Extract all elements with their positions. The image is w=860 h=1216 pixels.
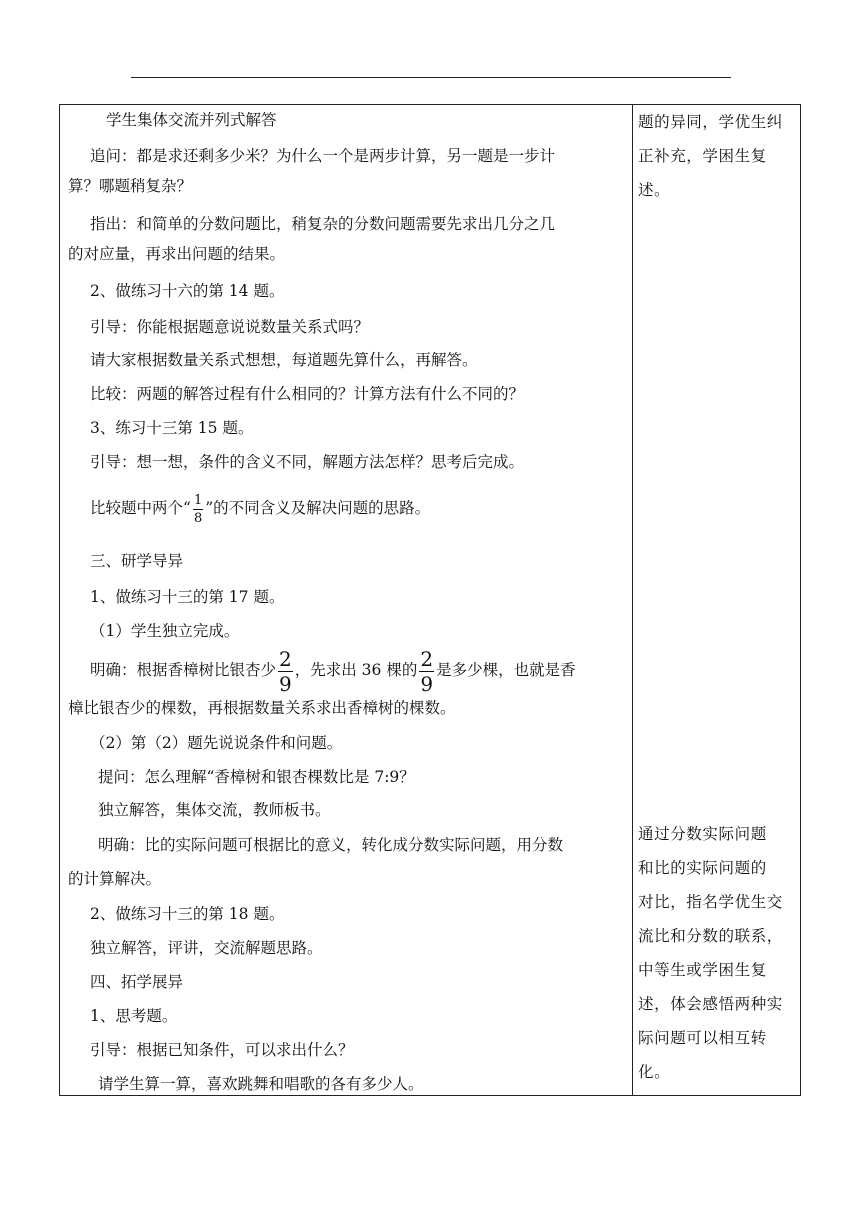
note-line: 流比和分数的联系， xyxy=(638,927,783,945)
text-line: 独立解答，评讲，交流解题思路。 xyxy=(90,939,323,957)
text-line: 引导：根据已知条件，可以求出什么？ xyxy=(90,1041,354,1059)
text-segment: 明确：根据香樟树比银杏少 xyxy=(90,661,277,679)
text-line: 追问：都是求还剩多少米？为什么一个是两步计算，另一题是一步计 xyxy=(90,147,556,165)
text-line: 学生集体交流并列式解答 xyxy=(106,111,277,129)
text-line: 3、练习十三第 15 题。 xyxy=(90,419,254,437)
note-line: 正补充，学困生复 xyxy=(638,147,767,165)
text-line: 的计算解决。 xyxy=(68,870,162,888)
text-line: 1、做练习十三的第 17 题。 xyxy=(90,588,285,606)
fraction-denominator: 8 xyxy=(193,510,203,526)
text-line-with-fraction xyxy=(90,646,576,694)
text-line: 引导：你能根据题意说说数量关系式吗？ xyxy=(90,318,370,336)
note-line: 化。 xyxy=(638,1063,671,1081)
text-line: （2）第（2）题先说说条件和问题。 xyxy=(90,734,343,752)
note-line: 和比的实际问题的 xyxy=(638,859,767,877)
fraction-numerator: 2 xyxy=(420,646,434,671)
text-line: 请大家根据数量关系式想想，每道题先算什么，再解答。 xyxy=(90,351,478,369)
text-line: 请学生算一算，喜欢跳舞和唱歌的各有多少人。 xyxy=(98,1075,424,1093)
text-line: （1）学生独立完成。 xyxy=(90,622,240,640)
fraction-numerator: 2 xyxy=(279,646,292,671)
fraction-denominator: 9 xyxy=(420,671,434,696)
text-line: 提问：怎么理解“香樟树和银杏棵数比是 7:9？ xyxy=(98,768,415,786)
text-line: 明确：比的实际问题可根据比的意义，转化成分数实际问题，用分数 xyxy=(98,836,564,854)
text-line: 的对应量，再求出问题的结果。 xyxy=(68,245,286,263)
text-line: 1、思考题。 xyxy=(90,1007,178,1025)
text-line: 2、做练习十三的第 18 题。 xyxy=(90,905,285,923)
fraction-one-eighth xyxy=(193,494,203,525)
note-line: 述，体会感悟两种实 xyxy=(638,995,783,1013)
section-heading: 四、拓学展异 xyxy=(90,973,184,991)
text-line: 引导：想一想，条件的含义不同，解题方法怎样？思考后完成。 xyxy=(90,453,525,471)
text-line: 指出：和简单的分数问题比，稍复杂的分数问题需要先求出几分之几 xyxy=(90,215,556,233)
column-divider xyxy=(632,105,633,1095)
text-line: 算？哪题稍复杂？ xyxy=(68,177,193,195)
fraction-denominator: 9 xyxy=(279,671,292,696)
text-segment: 是多少棵，也就是香 xyxy=(436,661,576,679)
note-line: 通过分数实际问题 xyxy=(638,825,767,843)
text-segment: ，先求出 36 棵的 xyxy=(294,661,418,679)
header-rule xyxy=(131,77,731,78)
note-line: 述。 xyxy=(638,181,671,199)
text-line: 樟比银杏少的棵数，再根据数量关系求出香樟树的棵数。 xyxy=(68,699,456,717)
text-line-with-fraction xyxy=(90,486,430,530)
fraction-two-ninths xyxy=(419,646,434,696)
text-line: 比较：两题的解答过程有什么相同的？计算方法有什么不同的？ xyxy=(90,385,525,403)
text-segment: ”的不同含义及解决问题的思路。 xyxy=(205,499,431,517)
section-heading: 三、研学导异 xyxy=(90,552,184,570)
note-line: 题的异同，学优生纠 xyxy=(638,113,783,131)
text-line: 2、做练习十六的第 14 题。 xyxy=(90,282,285,300)
fraction-numerator: 1 xyxy=(193,492,203,508)
note-line: 际问题可以相互转 xyxy=(638,1029,767,1047)
fraction-two-ninths xyxy=(278,646,293,696)
text-line: 独立解答，集体交流，教师板书。 xyxy=(98,801,331,819)
note-line: 中等生或学困生复 xyxy=(638,961,767,979)
note-line: 对比，指名学优生交 xyxy=(638,893,783,911)
text-segment: 比较题中两个“ xyxy=(90,499,191,517)
lesson-table xyxy=(59,104,801,1096)
